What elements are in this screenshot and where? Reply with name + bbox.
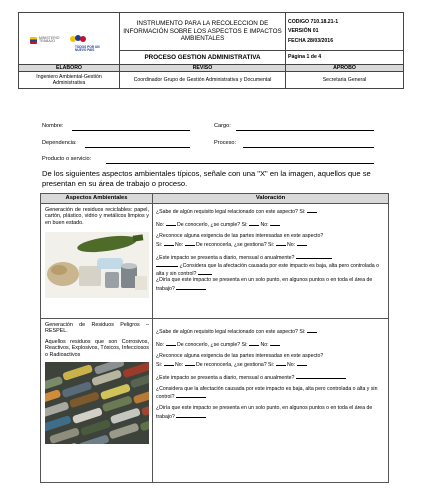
table-row [41, 319, 389, 483]
answer-blank[interactable] [297, 240, 307, 246]
aspect-cell [41, 319, 153, 483]
column-header-valoracion: Valoración [153, 194, 389, 204]
frequency-question: ¿Este impacto se presenta a diario, mensual o anualmente? [156, 373, 385, 381]
table-row [41, 204, 389, 319]
answer-blank[interactable] [164, 240, 174, 246]
dependencia-label: Dependencia: [42, 140, 77, 146]
document-version: VERSIÓN 01 [288, 28, 319, 35]
document-meta [286, 13, 404, 51]
stakeholder-answers: Si: No: De reconocerla, ¿se gestiona? Si: No: [156, 240, 385, 248]
answer-blank[interactable] [176, 284, 206, 290]
page-number: Página 1 de 4 [286, 51, 404, 65]
logo-cell [19, 13, 120, 65]
nombre-label: Nombre: [42, 123, 64, 129]
recyclables-image[interactable] [45, 232, 149, 298]
answer-blank[interactable] [249, 220, 259, 226]
severity-question: ¿Considera que la afectación causada por este impacto es baja, alta pero controlada o alta y sin control? [156, 263, 380, 278]
stakeholder-question: ¿Reconoce alguna exigencia de las partes interesadas en este aspecto? [156, 353, 324, 360]
coat-of-arms-icon [30, 37, 37, 44]
valoracion-cell [153, 204, 389, 319]
answer-blank[interactable] [176, 392, 206, 398]
answer-blank[interactable] [176, 412, 206, 418]
answer-blank[interactable] [270, 340, 280, 346]
answer-blank[interactable] [198, 269, 212, 275]
legal-requirement-question: ¿Sabe de algún requisito legal relacionado con este aspecto? Si: [156, 207, 385, 215]
aspect-cell [41, 204, 153, 319]
stakeholder-question: ¿Reconoce alguna exigencia de las partes interesadas en este aspecto? [156, 233, 324, 240]
proceso-field[interactable] [243, 147, 374, 148]
answer-blank[interactable] [185, 360, 195, 366]
batteries-image[interactable] [45, 362, 149, 444]
extent-question: ¿Diría que este impacto se presenta en un solo punto, en algunos puntos o en toda el área de trabajo? [156, 277, 373, 292]
answer-blank[interactable] [307, 327, 317, 333]
aspect-subdescription: Aquellos residuos que son Corrosivos, Reactivos, Explosivos, Tóxicos, Infecciosos o Radioactivos [45, 338, 149, 358]
batteries-photo [45, 362, 149, 444]
document-code: CODIGO 710.18.21-1 [288, 19, 339, 26]
answer-blank[interactable] [307, 207, 317, 213]
elaboro-label: ELABORO [19, 65, 120, 72]
answer-blank[interactable] [249, 340, 259, 346]
flower-logo-icon [68, 34, 88, 44]
answer-blank[interactable] [166, 340, 176, 346]
instructions-text: De los siguientes aspectos ambientales típicos, señale con una "X" en la imagen, aquellos que se presentan en su área de trabajo o proceso. [42, 169, 371, 188]
slogan-lettering: TODOS POR UN NUEVO PAÍS [75, 44, 100, 53]
answer-blank[interactable] [296, 253, 332, 259]
producto-field[interactable] [106, 163, 374, 164]
aspects-table [40, 193, 389, 483]
recyclables-photo [45, 232, 149, 298]
aprobo-label: APROBO [286, 65, 404, 72]
ministry-logo [21, 24, 117, 54]
stakeholder-answers: Si: No: De reconocerla, ¿se gestiona? Si: No: [156, 360, 385, 368]
answer-blank[interactable] [185, 240, 195, 246]
document-date: FECHA 28/03/2016 [288, 37, 334, 44]
answer-blank[interactable] [166, 220, 176, 226]
extent-question: ¿Diría que este impacto se presenta en un solo punto, en algunos puntos o en toda el área de trabajo? [156, 405, 373, 420]
reviso-value: Coordinador Grupo de Gestión Administrativa y Documental [120, 72, 286, 89]
producto-label: Producto o servicio: [42, 156, 92, 162]
compliance-question: No: De conocerlo, ¿se cumple? Si: No: [156, 220, 385, 228]
answer-blank[interactable] [276, 240, 286, 246]
ministry-logo-lettering: MINISTERIO TRABAJO [39, 35, 60, 44]
cargo-field[interactable] [236, 130, 374, 131]
proceso-label: Proceso: [214, 140, 237, 146]
compliance-question: No: De conocerlo, ¿se cumple? Si: No: [156, 340, 385, 348]
severity-question: ¿Considera que la afectación causada por este impacto es baja, alta pero controlada o alta y sin control? [156, 386, 378, 401]
legal-requirement-question: ¿Sabe de algún requisito legal relacionado con este aspecto? Si: [156, 327, 385, 335]
dependencia-field[interactable] [85, 147, 190, 148]
answer-blank[interactable] [276, 360, 286, 366]
aspect-description: Generación de Residuos Peligros – RESPEL. [45, 322, 149, 335]
valoracion-cell [153, 319, 389, 483]
elaboro-value: Ingeniero Ambiental-Gestión Administrativa [19, 72, 120, 89]
frequency-question: ¿Este impacto se presenta a diario, mensual o anualmente? [156, 253, 385, 261]
answer-blank[interactable] [156, 261, 178, 267]
reviso-label: REVISO [120, 65, 286, 72]
document-title: INSTRUMENTO PARA LA RECOLECCION DE INFORMACIÓN SOBRE LOS ASPECTOS E IMPACTOS AMBIENTALES [120, 13, 286, 51]
answer-blank[interactable] [296, 373, 346, 379]
aspect-description: Generación de residuos reciclables: papel, cartón, plástico, vidrio y metálicos limpios y en buen estado. [45, 207, 149, 226]
aprobo-value: Secretaria General [286, 72, 404, 89]
nombre-field[interactable] [72, 130, 190, 131]
document-header [18, 12, 404, 89]
cargo-label: Cargo: [214, 123, 231, 129]
answer-blank[interactable] [297, 360, 307, 366]
answer-blank[interactable] [270, 220, 280, 226]
answer-blank[interactable] [164, 360, 174, 366]
column-header-aspects: Aspectos Ambientales [41, 194, 153, 204]
process-name: PROCESO GESTION ADMINISTRATIVA [120, 51, 286, 65]
